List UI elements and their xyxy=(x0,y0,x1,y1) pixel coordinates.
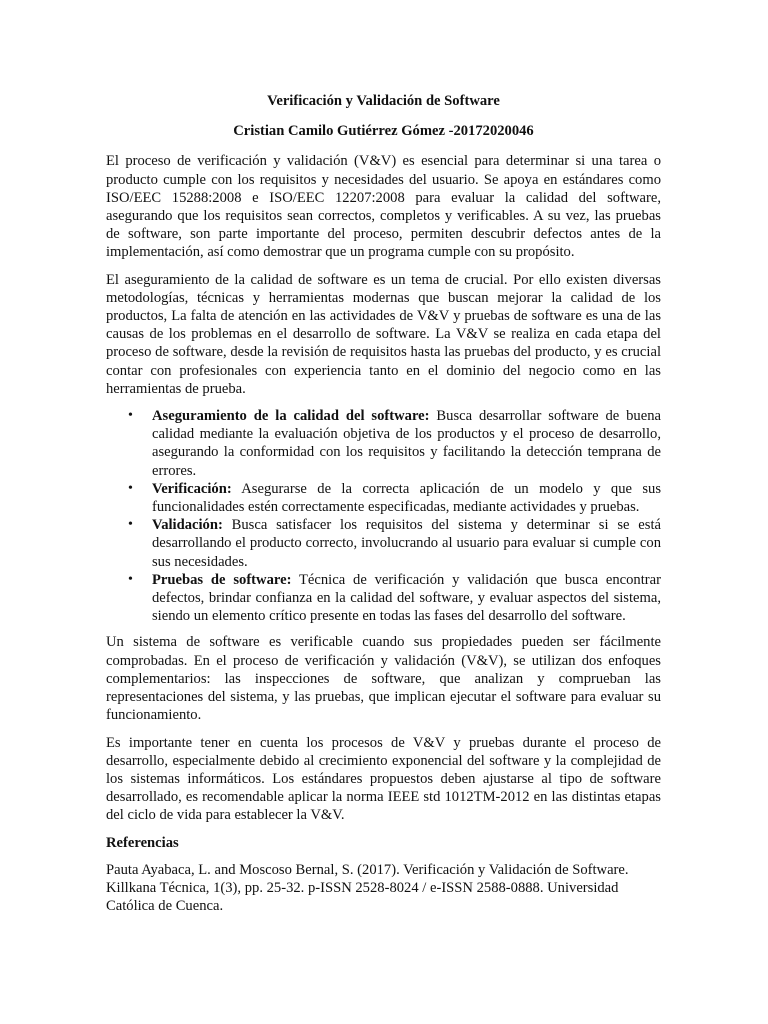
list-item-text: Técnica de verificación y validación que busca encontrar defectos, brindar confianza en la calidad del software, y evaluar aspectos del sistema, siendo un elemento crítico presente en todas las fases del desarrollo del software. xyxy=(152,571,661,625)
author-line: Cristian Camilo Gutiérrez Gómez -20172020046 xyxy=(233,123,534,140)
list-item xyxy=(106,407,661,480)
conclusion-paragraph: Es importante tener en cuenta los procesos de V&V y pruebas durante el proceso de desarrollo, especialmente debido al crecimiento exponencial del software y la complejidad de los sistemas informáticos. Los estándares propuestos deben ajustarse al tipo de software desarrollado, es recomendable aplicar la norma IEEE std 1012TM-2012 en las distintas etapas del ciclo de vida para establecer la V&V. xyxy=(106,734,661,824)
list-item-text: Asegurarse de la correcta aplicación de un modelo y que sus funcionalidades estén correctamente especificadas, mediante actividades y pruebas. xyxy=(152,480,661,516)
bullet-icon: • xyxy=(128,480,133,496)
list-item-term: Aseguramiento de la calidad del software: xyxy=(152,408,430,425)
quality-paragraph: El aseguramiento de la calidad de software es un tema de crucial. Por ello existen diversas metodologías, técnicas y herramientas modernas que buscan mejorar la calidad de los productos, La falta de atención en las actividades de V&V y pruebas de software es una de las causas de los problemas en el desarrollo de software. La V&V se realiza en cada etapa del proceso de software, desde la revisión de requisitos hasta las pruebas del producto, y es crucial contar con profesionales con experiencia tanto en el dominio del negocio como en las herramientas de prueba. xyxy=(106,271,661,397)
document-title: Verificación y Validación de Software xyxy=(267,93,500,109)
list-item-term: Pruebas de software: xyxy=(152,571,292,588)
document-page xyxy=(106,92,661,915)
list-item xyxy=(106,571,661,626)
bullet-icon: • xyxy=(128,408,133,424)
bullet-icon: • xyxy=(128,571,133,587)
definitions-list xyxy=(106,407,661,625)
list-item xyxy=(106,516,661,571)
bullet-icon: • xyxy=(128,517,133,533)
references-heading: Referencias xyxy=(106,834,179,851)
list-item-text: Busca satisfacer los requisitos del sistema y determinar si se está desarrollando el producto correcto, involucrando al usuario para evaluar si cumple con sus necesidades. xyxy=(152,517,661,570)
list-item-text: Busca desarrollar software de buena calidad mediante la evaluación objetiva de los productos y el proceso de desarrollo, asegurando la conformidad con los requisitos y facilitando la detección temprana de errores. xyxy=(152,408,661,479)
list-item-term: Validación: xyxy=(152,517,223,534)
list-item xyxy=(106,480,661,516)
verifiable-paragraph: Un sistema de software es verificable cuando sus propiedades pueden ser fácilmente comprobadas. En el proceso de verificación y validación (V&V), se utilizan dos enfoques complementarios: las inspecciones de software, que analizan y comprueban las representaciones del sistema, y las pruebas, que implican ejecutar el software para evaluar su funcionamiento. xyxy=(106,634,661,724)
list-item-term: Verificación: xyxy=(152,480,232,497)
reference-entry: Pauta Ayabaca, L. and Moscoso Bernal, S. (2017). Verificación y Validación de Software. Killkana Técnica, 1(3), pp. 25-32. p-ISSN 2528-8024 / e-ISSN 2588-0888. Universidad Católica de Cuenca. xyxy=(106,861,629,915)
intro-paragraph: El proceso de verificación y validación (V&V) es esencial para determinar si una tarea o producto cumple con los requisitos y necesidades del usuario. Se apoya en estándares como ISO/EEC 15288:2008 e ISO/EEC 12207:2008 para evaluar la calidad del software, asegurando que los requisitos sean correctos, completos y verificables. A su vez, las pruebas de software, son parte importante del proceso, permiten descubrir defectos antes de la implementación, así como demostrar que un programa cumple con su propósito. xyxy=(106,153,661,261)
